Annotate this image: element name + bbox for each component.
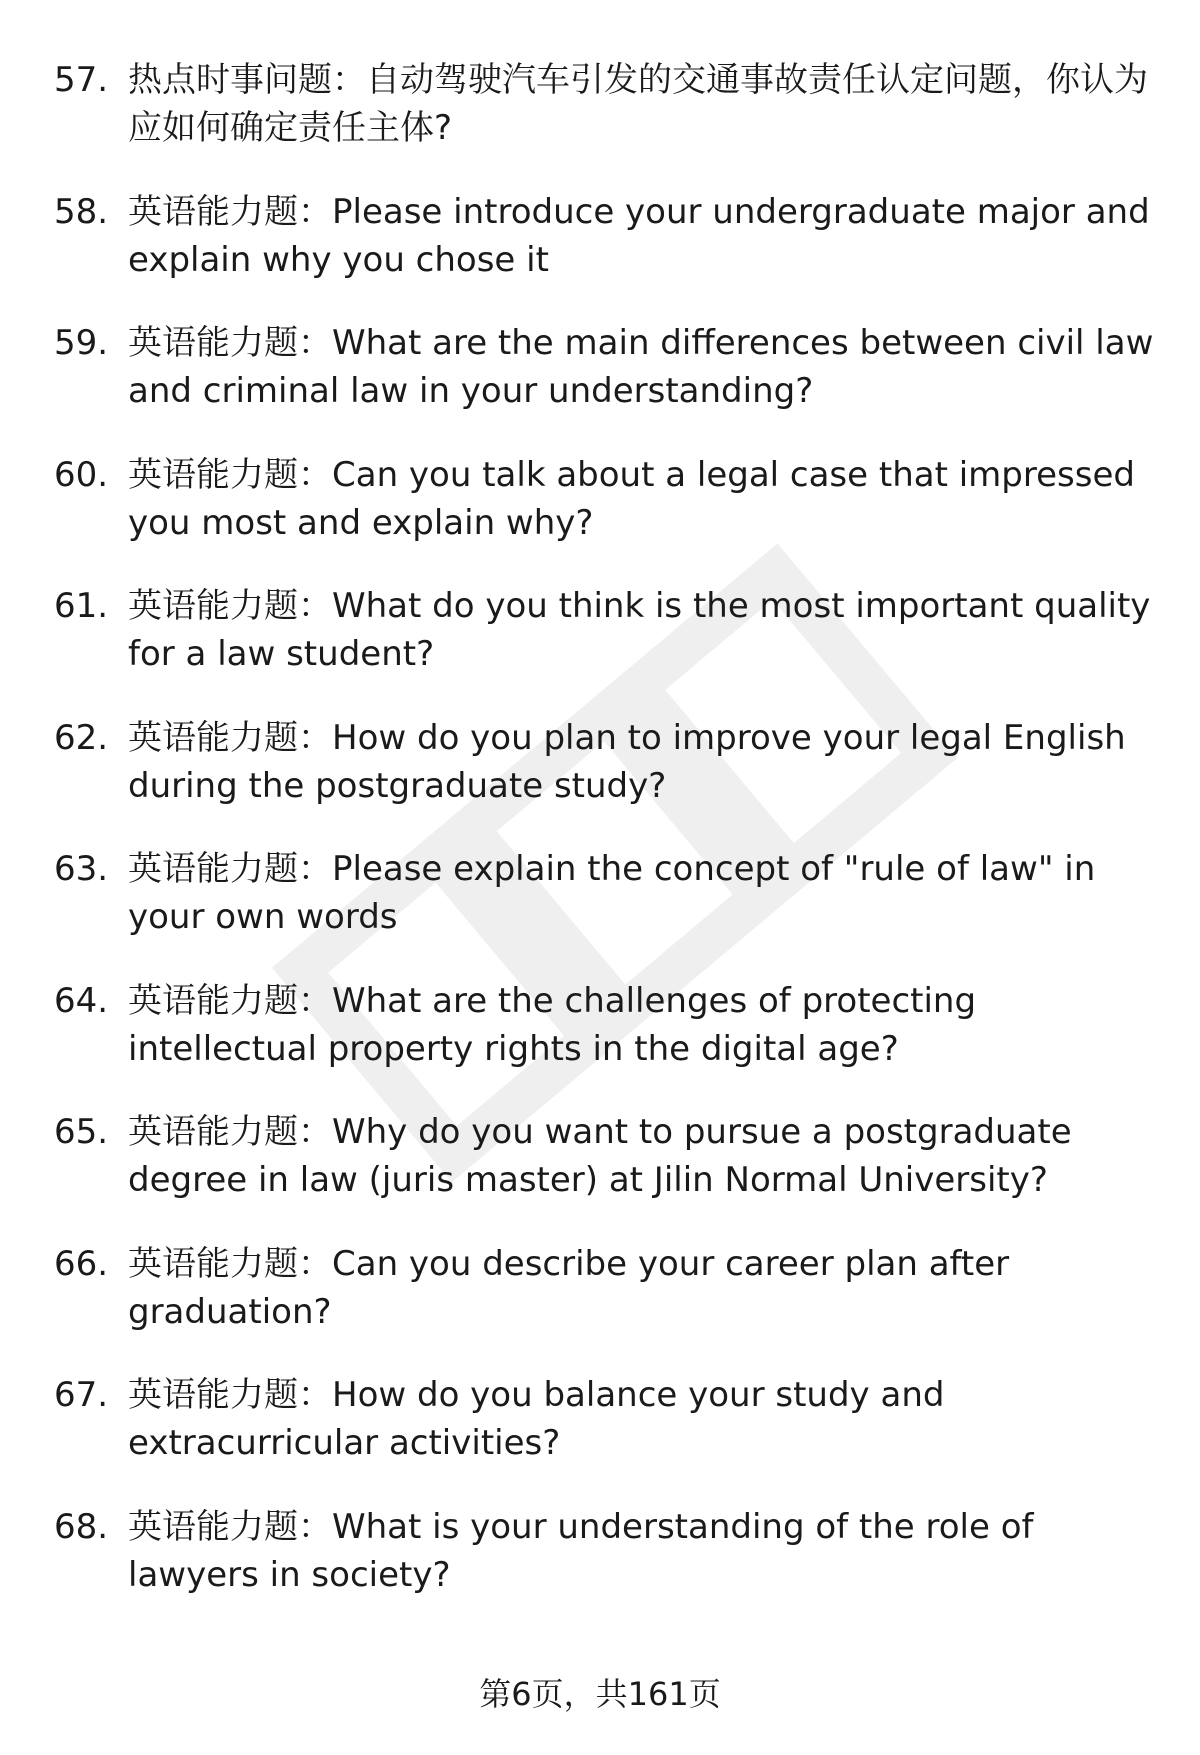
- question-item: [0, 451, 1200, 583]
- question-text: 英语能力题：How do you plan to improve your legal English during the postgraduate study?: [128, 717, 1126, 806]
- question-item: [0, 1503, 1200, 1635]
- question-number: 57.: [54, 60, 109, 100]
- question-number: 62.: [54, 717, 109, 758]
- question-number: 66.: [54, 1243, 109, 1284]
- question-text: 英语能力题：How do you balance your study and extracurricular activities?: [128, 1375, 945, 1463]
- question-text: 英语能力题：Please introduce your undergraduate major and explain why you chose it: [128, 191, 1150, 280]
- question-number: 58.: [54, 191, 109, 232]
- question-item: [0, 188, 1200, 320]
- question-number: 59.: [54, 323, 109, 363]
- question-item: [0, 56, 1200, 188]
- question-item: [0, 845, 1200, 977]
- question-text: 英语能力题：What are the main differences between civil law and criminal law in your understanding?: [128, 323, 1154, 411]
- question-text: 英语能力题：What do you think is the most important quality for a law student?: [128, 586, 1151, 674]
- question-item: [0, 977, 1200, 1109]
- question-text: 英语能力题：What are the challenges of protecting intellectual property rights in the digital age?: [128, 980, 977, 1069]
- question-item: [0, 582, 1200, 714]
- question-number: 60.: [54, 454, 109, 495]
- question-item: [0, 319, 1200, 451]
- question-text: 热点时事问题：自动驾驶汽车引发的交通事故责任认定问题，你认为应如何确定责任主体?: [128, 60, 1148, 148]
- page-footer: 第6页，共161页: [479, 1675, 721, 1713]
- question-list: [0, 56, 1200, 1634]
- question-number: 64.: [54, 980, 109, 1021]
- question-text: 英语能力题：Can you describe your career plan after graduation?: [128, 1243, 1010, 1332]
- question-item: [0, 714, 1200, 846]
- question-number: 67.: [54, 1375, 109, 1415]
- question-text: 英语能力题：Can you talk about a legal case that impressed you most and explain why?: [128, 454, 1135, 543]
- question-number: 65.: [54, 1112, 109, 1152]
- question-number: 63.: [54, 849, 109, 889]
- question-number: 68.: [54, 1506, 109, 1547]
- question-item: [0, 1108, 1200, 1240]
- question-item: [0, 1371, 1200, 1503]
- question-item: [0, 1240, 1200, 1372]
- question-text: 英语能力题：Please explain the concept of "rule of law" in your own words: [128, 849, 1096, 937]
- question-text: 英语能力题：What is your understanding of the role of lawyers in society?: [128, 1506, 1034, 1595]
- question-text: 英语能力题：Why do you want to pursue a postgraduate degree in law (juris master) at Jilin Normal University?: [128, 1112, 1072, 1200]
- question-number: 61.: [54, 586, 109, 626]
